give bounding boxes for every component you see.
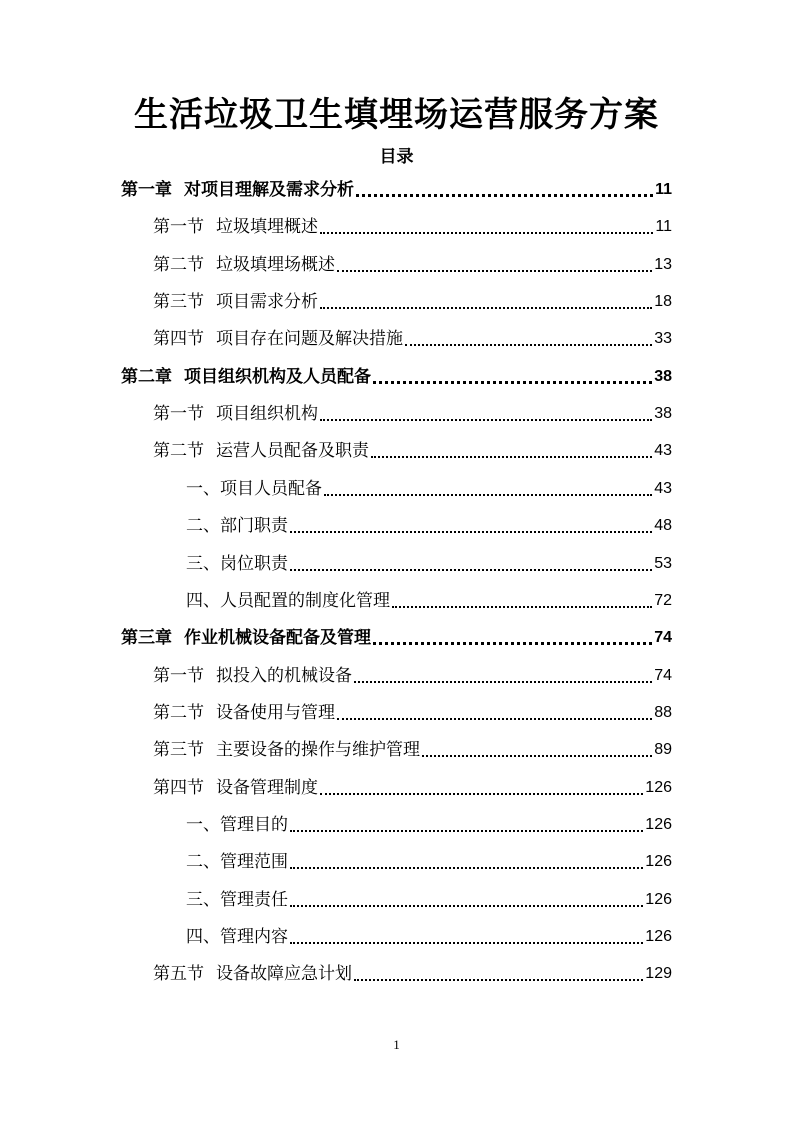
toc-entry-text: 项目组织机构 bbox=[216, 404, 318, 425]
toc-entry-page: 88 bbox=[654, 703, 672, 721]
toc-entry-text: 岗位职责 bbox=[220, 553, 288, 574]
toc-entry-sub[interactable] bbox=[186, 810, 672, 836]
toc-entry-page: 89 bbox=[654, 741, 672, 759]
toc-dot-leader bbox=[320, 792, 643, 795]
toc-entry-number: 四、 bbox=[186, 927, 220, 947]
toc-entry-text: 设备管理制度 bbox=[216, 777, 318, 798]
toc-entry-label bbox=[153, 963, 352, 985]
toc-entry-chapter[interactable] bbox=[121, 362, 672, 388]
toc-dot-leader bbox=[320, 231, 653, 234]
toc-dot-leader bbox=[371, 455, 652, 458]
toc-entry-label bbox=[186, 814, 288, 836]
toc-entry-text: 作业机械设备配备及管理 bbox=[184, 628, 371, 649]
toc-entry-label bbox=[186, 553, 288, 575]
toc-entry-chapter[interactable] bbox=[121, 623, 672, 649]
toc-dot-leader bbox=[354, 978, 643, 981]
toc-entry-sub[interactable] bbox=[186, 885, 672, 911]
toc-entry-text: 管理目的 bbox=[220, 814, 288, 835]
toc-entry-number: 第四节 bbox=[153, 329, 204, 350]
toc-entry-number: 二、 bbox=[186, 852, 220, 873]
toc-entry-text: 项目存在问题及解决措施 bbox=[216, 329, 403, 350]
toc-entry-number: 一、 bbox=[186, 478, 220, 499]
toc-entry-text: 垃圾填埋场概述 bbox=[216, 254, 335, 275]
toc-entry-label bbox=[121, 179, 354, 201]
toc-entry-section[interactable] bbox=[153, 436, 672, 462]
toc-entry-text: 管理责任 bbox=[220, 889, 288, 910]
toc-entry-text: 管理内容 bbox=[220, 927, 288, 947]
toc-entry-section[interactable] bbox=[153, 661, 672, 687]
toc-entry-page: 48 bbox=[654, 517, 672, 535]
toc-entry-page: 126 bbox=[645, 815, 672, 833]
toc-entry-sub[interactable] bbox=[186, 847, 672, 873]
toc-entry-number: 第二节 bbox=[153, 254, 204, 275]
toc-dot-leader bbox=[324, 493, 652, 496]
toc-entry-number: 第一章 bbox=[121, 180, 172, 200]
toc-entry-number: 第二章 bbox=[121, 366, 172, 387]
page-number: 1 bbox=[393, 1037, 400, 1052]
toc-entry-page: 33 bbox=[654, 330, 672, 348]
toc-entry-page: 126 bbox=[645, 778, 672, 796]
toc-dot-leader bbox=[290, 866, 643, 869]
toc-entry-number: 第二节 bbox=[153, 702, 204, 723]
toc-dot-leader bbox=[320, 418, 652, 421]
toc-dot-leader bbox=[373, 380, 652, 384]
toc-entry-page: 53 bbox=[654, 554, 672, 572]
toc-dot-leader bbox=[405, 343, 652, 346]
toc-entry-text: 人员配置的制度化管理 bbox=[220, 590, 390, 611]
toc-entry-number: 三、 bbox=[186, 553, 220, 574]
toc-entry-section[interactable] bbox=[153, 773, 672, 799]
toc-entry-section[interactable] bbox=[153, 324, 672, 350]
toc-entry-page: 38 bbox=[654, 405, 672, 423]
toc-entry-text: 对项目理解及需求分析 bbox=[184, 180, 354, 200]
toc-entry-text: 项目需求分析 bbox=[216, 292, 318, 313]
toc-entry-page: 72 bbox=[654, 591, 672, 609]
toc-entry-number: 第五节 bbox=[153, 964, 204, 985]
document-title: 生活垃圾卫生填埋场运营服务方案 bbox=[134, 95, 659, 135]
toc-dot-leader bbox=[290, 829, 643, 832]
toc-entry-label bbox=[186, 926, 288, 948]
toc-dot-leader bbox=[337, 269, 652, 272]
toc-entry-section[interactable] bbox=[153, 250, 672, 276]
toc-entry-sub[interactable] bbox=[186, 474, 672, 500]
toc-entry-section[interactable] bbox=[153, 735, 672, 761]
toc-entry-number: 一、 bbox=[186, 814, 220, 835]
toc-dot-leader bbox=[354, 680, 652, 683]
toc-entry-page: 74 bbox=[654, 666, 672, 684]
toc-entry-page: 13 bbox=[654, 255, 672, 273]
toc-entry-page: 126 bbox=[645, 853, 672, 871]
toc-entry-text: 项目人员配备 bbox=[220, 478, 322, 499]
toc-entry-text: 项目组织机构及人员配备 bbox=[184, 366, 371, 387]
toc-dot-leader bbox=[392, 605, 652, 608]
toc-entry-number: 第四节 bbox=[153, 777, 204, 798]
toc-entry-page: 11 bbox=[655, 218, 672, 236]
toc-entry-number: 第三节 bbox=[153, 740, 204, 761]
toc-entry-number: 第三章 bbox=[121, 628, 172, 649]
toc-dot-leader bbox=[290, 904, 643, 907]
toc-entry-number: 三、 bbox=[186, 889, 220, 910]
toc-entry-label bbox=[153, 702, 335, 724]
toc-entry-label bbox=[153, 440, 369, 462]
toc-entry-label bbox=[121, 627, 371, 649]
toc-entry-number: 四、 bbox=[186, 590, 220, 611]
toc-entry-page: 126 bbox=[645, 928, 672, 945]
toc-entry-text: 部门职责 bbox=[220, 516, 288, 537]
toc-heading: 目录 bbox=[379, 147, 414, 167]
toc-entry-number: 二、 bbox=[186, 516, 220, 537]
toc-entry-number: 第一节 bbox=[153, 217, 204, 238]
toc-dot-leader bbox=[356, 193, 653, 197]
toc-entry-page: 11 bbox=[655, 181, 672, 198]
toc-entry-section[interactable] bbox=[153, 212, 672, 238]
toc-entry-label bbox=[153, 328, 403, 350]
toc-entry-sub[interactable] bbox=[186, 922, 672, 948]
toc-entry-label bbox=[186, 478, 322, 500]
toc-entry-label bbox=[186, 590, 390, 612]
toc-entry-number: 第三节 bbox=[153, 292, 204, 313]
toc-entry-page: 43 bbox=[654, 479, 672, 497]
toc-entry-label bbox=[186, 889, 288, 911]
toc-entry-label bbox=[186, 851, 288, 873]
toc-entry-section[interactable] bbox=[153, 399, 672, 425]
toc-entry-sub[interactable] bbox=[186, 511, 672, 537]
toc-dot-leader bbox=[373, 641, 652, 645]
toc-dot-leader bbox=[290, 530, 652, 533]
toc-entry-sub[interactable] bbox=[186, 586, 672, 612]
toc-dot-leader bbox=[290, 941, 643, 944]
toc-entry-section[interactable] bbox=[153, 959, 672, 985]
toc-entry-sub[interactable] bbox=[186, 549, 672, 575]
toc-entry-section[interactable] bbox=[153, 287, 672, 313]
toc-entry-label bbox=[153, 739, 420, 761]
toc-entry-text: 运营人员配备及职责 bbox=[216, 441, 369, 462]
toc-entry-page: 129 bbox=[645, 965, 672, 983]
toc-dot-leader bbox=[422, 754, 652, 757]
toc-entry-number: 第二节 bbox=[153, 441, 204, 462]
toc-entry-page: 74 bbox=[654, 629, 672, 647]
toc-entry-number: 第一节 bbox=[153, 665, 204, 686]
toc-entry-page: 18 bbox=[654, 293, 672, 311]
toc-entry-label bbox=[153, 403, 318, 425]
toc-entry-page: 38 bbox=[654, 367, 672, 385]
toc-dot-leader bbox=[320, 306, 652, 309]
toc-entry-label bbox=[153, 254, 335, 276]
toc-entry-text: 管理范围 bbox=[220, 852, 288, 873]
toc-entry-text: 设备故障应急计划 bbox=[216, 964, 352, 985]
toc-entry-text: 设备使用与管理 bbox=[216, 702, 335, 723]
toc-dot-leader bbox=[337, 717, 652, 720]
toc-entry-page: 126 bbox=[645, 890, 672, 908]
toc-entry-label bbox=[121, 366, 371, 388]
toc-entry-label bbox=[153, 665, 352, 687]
toc-entry-label bbox=[153, 777, 318, 799]
toc-entry-number: 第一节 bbox=[153, 404, 204, 425]
toc-entry-text: 垃圾填埋概述 bbox=[216, 217, 318, 238]
toc-entry-label bbox=[153, 216, 318, 238]
toc-entry-chapter[interactable] bbox=[121, 175, 672, 201]
toc-entry-section[interactable] bbox=[153, 698, 672, 724]
toc-entry-page: 43 bbox=[654, 442, 672, 460]
toc-entry-text: 拟投入的机械设备 bbox=[216, 665, 352, 686]
toc-entry-label bbox=[153, 291, 318, 313]
toc-entry-text: 主要设备的操作与维护管理 bbox=[216, 740, 420, 761]
toc-dot-leader bbox=[290, 568, 652, 571]
toc-entry-label bbox=[186, 515, 288, 537]
